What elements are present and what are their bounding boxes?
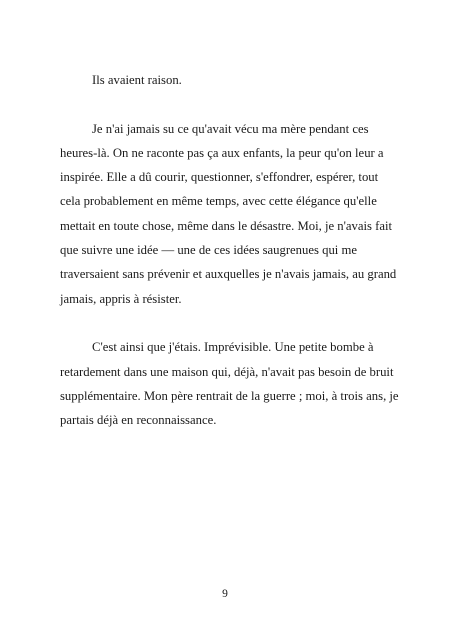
paragraph-3: C'est ainsi que j'étais. Imprévisible. Une petite bombe à retardement dans une maison qui, déjà, n'avait pas besoin de bruit supplémentaire. Mon père rentrait de la guerre ; moi, à trois ans, je partais déjà en reconnaissance. — [60, 340, 399, 428]
paragraph-2: Je n'ai jamais su ce qu'avait vécu ma mère pendant ces heures-là. On ne raconte pas ça aux enfants, la peur qu'on leur a inspirée. Elle a dû courir, questionner, s'effondrer, espérer, tout cela probablement en même temps, avec cette élégance qu'elle mettait en toute chose, même dans le désastre. Moi, je n'avais fait que suivre une idée — une de ces idées saugrenues qui me traversaient sans prévenir et auxquelles je n'avais jamais, au grand jamais, appris à résister. — [60, 121, 397, 306]
paragraph-1: Ils avaient raison. — [92, 73, 182, 87]
body-text — [60, 68, 400, 432]
page-number: 9 — [222, 588, 228, 600]
